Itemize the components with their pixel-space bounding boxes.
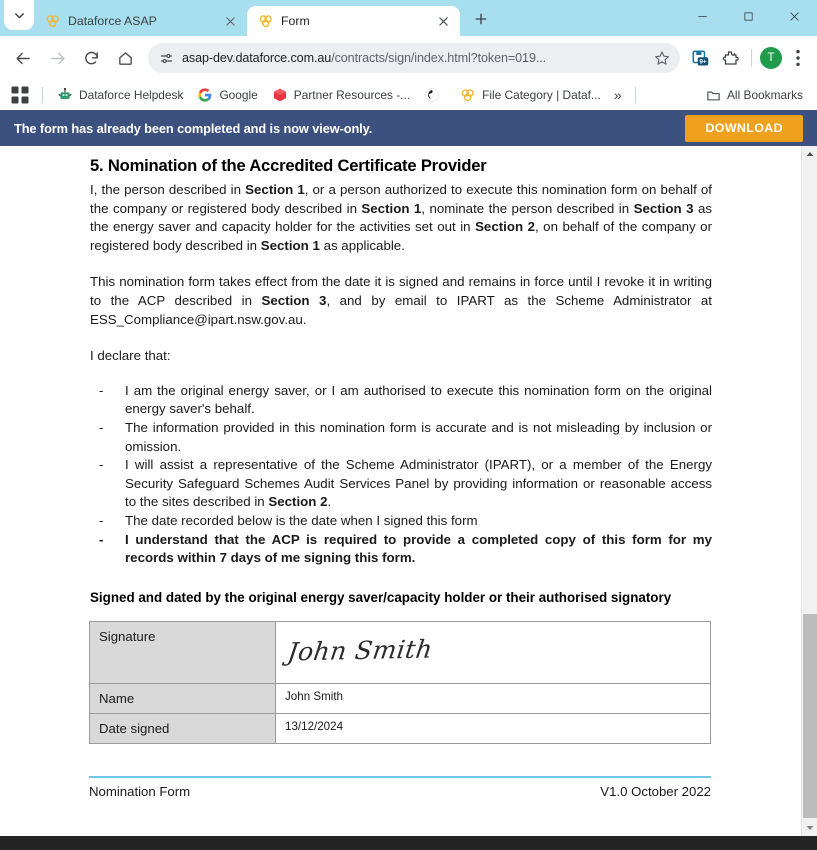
tune-icon	[159, 51, 174, 66]
list-item: - I understand that the ACP is required to provide a completed copy of this form for my records within 7 days of me signing this form.	[90, 531, 712, 568]
reload-button[interactable]	[76, 43, 106, 73]
close-window-button[interactable]	[771, 0, 817, 32]
google-favicon	[197, 87, 213, 103]
address-bar[interactable]	[148, 43, 680, 73]
dataforce-favicon	[45, 13, 61, 29]
bookmark-label: Google	[219, 88, 258, 102]
all-bookmarks-label: All Bookmarks	[727, 88, 803, 102]
browser-menu-button[interactable]	[787, 45, 809, 71]
url-text	[182, 51, 652, 65]
bookmarks-divider-2	[635, 87, 636, 103]
vertical-scrollbar[interactable]	[801, 146, 817, 836]
list-item: - The date recorded below is the date when I signed this form	[90, 512, 712, 531]
new-tab-button[interactable]	[467, 5, 495, 33]
document-viewport	[0, 146, 817, 850]
chevron-down-icon	[13, 9, 26, 22]
back-button[interactable]	[8, 43, 38, 73]
banner-message: The form has already been completed and is now view-only.	[14, 120, 373, 136]
tab-title: Form	[281, 14, 310, 28]
bookmarks-bar	[0, 80, 817, 110]
bookmark-google[interactable]	[190, 84, 264, 106]
download-button[interactable]: DOWNLOAD	[685, 115, 803, 142]
table-row	[90, 713, 711, 743]
table-row	[90, 621, 711, 683]
table-row	[90, 683, 711, 713]
helpdesk-favicon	[57, 87, 73, 103]
view-only-banner	[0, 110, 817, 146]
nomination-form-page	[0, 146, 730, 799]
scroll-down-button[interactable]	[802, 820, 817, 836]
scroll-up-button[interactable]	[802, 146, 817, 162]
footer-left: Nomination Form	[89, 783, 191, 799]
declare-intro: I declare that:	[90, 348, 171, 364]
name-value: John Smith	[276, 683, 711, 713]
signed-heading: Signed and dated by the original energy saver/capacity holder or their authorised signatory	[90, 589, 672, 605]
all-bookmarks-button[interactable]	[700, 85, 809, 106]
bookmark-dataforce-helpdesk[interactable]	[50, 84, 190, 106]
tab-close-button[interactable]	[222, 13, 238, 29]
declarations-list	[90, 382, 712, 568]
minimize-icon	[697, 11, 708, 22]
list-item: - I am the original energy saver, or I am authorised to execute this nomination form on the original energy saver's behalf.	[90, 382, 712, 419]
date-signed-value: 13/12/2024	[276, 713, 711, 743]
bookmark-globe[interactable]	[417, 84, 453, 106]
paragraph-intro: I, the person described in Section 1, or a person authorized to execute this nomination form on behalf of the company or registered body described in Section 1, nominate the person described in Section 3 as the energy saver and capacity holder for the activities set out in Section 2, on behalf of the company or registered body described in Section 1 as applicable.	[90, 182, 713, 253]
list-item: - The information provided in this nomination form is accurate and is not misleading by inclusion or omission.	[90, 419, 712, 456]
forward-button[interactable]	[42, 43, 72, 73]
close-icon	[225, 16, 236, 27]
paragraph-effect: This nomination form takes effect from the date it is signed and remains in force until I revoke it in writing to the ACP described in Section 3, and by email to IPART as the Scheme Administrator at ESS_Compliance@ipart.nsw.gov.au.	[90, 274, 712, 327]
plus-icon	[474, 12, 488, 26]
bookmark-label: Dataforce Helpdesk	[79, 88, 184, 102]
globe-favicon	[424, 87, 440, 103]
bookmark-label: Partner Resources -...	[293, 88, 411, 102]
tab-search-button[interactable]	[4, 0, 34, 30]
list-item: - I will assist a representative of the Scheme Administrator (IPART), or a member of the Energy Security Safeguard Schemes Audit Services Panel by providing information or reasonable access to the sites described in Section 2.	[90, 456, 712, 512]
reload-icon	[83, 50, 100, 67]
browser-toolbar	[0, 36, 817, 80]
scrollbar-thumb[interactable]	[803, 614, 817, 818]
back-icon	[15, 50, 32, 67]
profile-avatar[interactable]: T	[760, 47, 782, 69]
footer-right: V1.0 October 2022	[600, 783, 711, 799]
extension-badge-count: 9+	[699, 58, 707, 66]
signature-table	[89, 621, 711, 744]
maximize-button[interactable]	[725, 0, 771, 32]
signature-image: John Smith	[285, 634, 435, 667]
dataforce-favicon	[460, 87, 476, 103]
url-host: asap-dev.dataforce.com.au	[182, 51, 332, 65]
document-footer	[89, 778, 711, 799]
tab-dataforce-asap[interactable]	[34, 6, 247, 36]
puzzle-icon	[721, 49, 739, 67]
window-controls	[679, 0, 817, 36]
tab-close-button[interactable]	[435, 13, 451, 29]
signature-value-cell	[276, 621, 711, 683]
extension-badge-button[interactable]	[686, 44, 714, 72]
forward-icon	[49, 50, 66, 67]
site-settings-icon[interactable]	[157, 49, 175, 67]
bookmarks-overflow-button[interactable]: »	[613, 87, 622, 103]
maximize-icon	[743, 11, 754, 22]
page-title: 5. Nomination of the Accredited Certificate Provider	[90, 156, 487, 175]
close-icon	[789, 11, 800, 22]
home-icon	[117, 50, 134, 67]
apps-grid-icon	[8, 83, 32, 107]
chevron-down-icon	[806, 825, 814, 831]
url-path: /contracts/sign/index.html?token=019...	[331, 51, 547, 65]
folder-icon	[706, 88, 721, 103]
bookmark-label: File Category | Dataf...	[482, 88, 601, 102]
toolbar-divider	[751, 49, 752, 67]
home-button[interactable]	[110, 43, 140, 73]
star-icon	[654, 50, 670, 66]
document-scroll-area	[0, 146, 801, 836]
signature-label: Signature	[90, 621, 276, 683]
save-to-drive-icon	[691, 49, 709, 67]
name-label: Name	[90, 683, 276, 713]
dataforce-favicon	[258, 13, 274, 29]
partner-favicon	[272, 87, 288, 103]
bookmark-file-category[interactable]	[453, 84, 608, 106]
bookmark-partner-resources[interactable]	[265, 84, 417, 106]
tab-form[interactable]	[247, 6, 460, 36]
tab-strip	[0, 0, 817, 36]
chevron-up-icon	[806, 151, 814, 157]
kebab-menu-icon	[787, 47, 809, 69]
minimize-button[interactable]	[679, 0, 725, 32]
close-icon	[438, 16, 449, 27]
date-signed-label: Date signed	[90, 713, 276, 743]
bookmarks-divider	[42, 87, 43, 103]
extensions-button[interactable]	[716, 44, 744, 72]
window-bottom-bar	[0, 836, 817, 850]
apps-grid-button[interactable]	[8, 83, 32, 107]
bookmark-star-icon[interactable]	[652, 48, 672, 68]
tab-title: Dataforce ASAP	[68, 14, 157, 28]
